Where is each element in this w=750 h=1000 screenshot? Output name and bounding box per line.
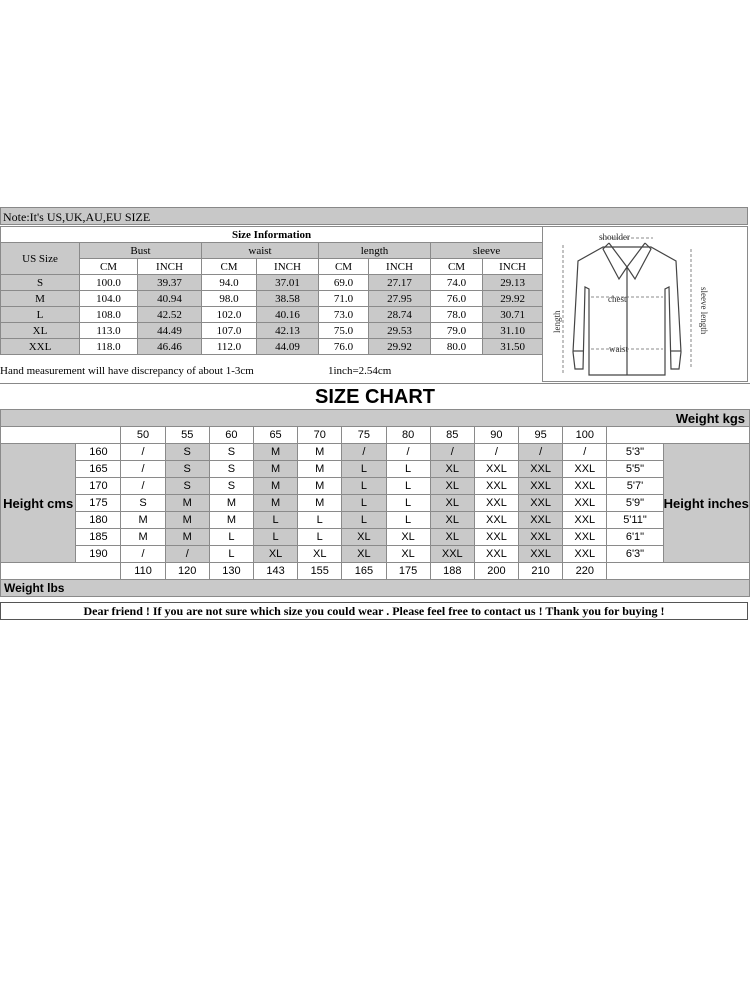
size-cell: XL	[386, 529, 430, 546]
weight-kg-value: 90	[474, 427, 518, 444]
size-info-title: Size Information	[1, 227, 543, 243]
weight-kgs-label: Weight kgs	[1, 410, 750, 427]
size-cell: XL	[430, 529, 474, 546]
size-cell: L	[253, 512, 297, 529]
size-label: L	[1, 307, 80, 323]
measurement-value: 112.0	[202, 339, 257, 355]
size-cell: XXL	[519, 512, 563, 529]
weight-kg-value: 70	[298, 427, 342, 444]
size-cell: M	[209, 512, 253, 529]
size-cell: XXL	[474, 495, 518, 512]
measurement-value: 30.71	[483, 307, 543, 323]
measurement-value: 38.58	[257, 291, 319, 307]
weight-lbs-value: 143	[253, 563, 297, 580]
weight-lbs-label: Weight lbs	[1, 580, 750, 597]
measurement-value: 29.92	[369, 339, 431, 355]
measurement-value: 71.0	[319, 291, 369, 307]
size-cell: S	[209, 478, 253, 495]
measurement-value: 102.0	[202, 307, 257, 323]
size-cell: XXL	[474, 512, 518, 529]
size-cell: /	[121, 461, 165, 478]
size-chart-row	[1, 512, 750, 529]
unit-cm: CM	[80, 259, 138, 275]
size-chart-row	[1, 495, 750, 512]
size-cell: M	[165, 512, 209, 529]
size-cell: /	[563, 444, 607, 461]
weight-kg-value: 50	[121, 427, 165, 444]
size-cell: XXL	[474, 546, 518, 563]
size-cell: M	[298, 478, 342, 495]
unit-inch: INCH	[257, 259, 319, 275]
weight-lbs-value: 210	[519, 563, 563, 580]
chest-label: chest	[608, 294, 627, 304]
height-cm-value: 185	[76, 529, 121, 546]
size-cell: M	[165, 529, 209, 546]
measurement-value: 79.0	[431, 323, 483, 339]
size-cell: L	[342, 461, 386, 478]
size-label: M	[1, 291, 80, 307]
measurement-value: 44.49	[138, 323, 202, 339]
measurement-value: 104.0	[80, 291, 138, 307]
size-cell: S	[209, 444, 253, 461]
height-inches-label: Height inches	[663, 444, 749, 563]
measurement-value: 94.0	[202, 275, 257, 291]
size-cell: M	[298, 461, 342, 478]
size-cell: M	[253, 478, 297, 495]
size-cell: L	[298, 529, 342, 546]
unit-inch: INCH	[483, 259, 543, 275]
measurement-group-length: length	[319, 243, 431, 259]
size-chart-row	[1, 444, 750, 461]
weight-lbs-value: 220	[563, 563, 607, 580]
size-cell: M	[253, 461, 297, 478]
height-cms-label: Height cms	[1, 444, 76, 563]
measurement-value: 40.94	[138, 291, 202, 307]
corner-cell	[607, 427, 750, 444]
size-cell: XXL	[519, 495, 563, 512]
size-cell: S	[165, 461, 209, 478]
weight-kgs-row	[1, 427, 750, 444]
weight-lbs-value: 165	[342, 563, 386, 580]
weight-lbs-value: 200	[474, 563, 518, 580]
measurement-value: 75.0	[319, 323, 369, 339]
size-cell: XXL	[519, 478, 563, 495]
measurement-group-bust: Bust	[80, 243, 202, 259]
size-cell: M	[165, 495, 209, 512]
size-cell: /	[342, 444, 386, 461]
size-cell: XXL	[474, 461, 518, 478]
measurement-value: 28.74	[369, 307, 431, 323]
measurement-value: 29.13	[483, 275, 543, 291]
measurement-value: 31.10	[483, 323, 543, 339]
discrepancy-note	[0, 362, 542, 380]
size-cell: M	[253, 444, 297, 461]
size-chart-row	[1, 546, 750, 563]
size-chart-table	[0, 409, 750, 597]
size-row	[1, 291, 543, 307]
us-size-header: US Size	[1, 243, 80, 275]
weight-lbs-row	[1, 563, 750, 580]
height-inch-value: 5'5"	[607, 461, 663, 478]
size-cell: L	[342, 512, 386, 529]
size-chart-title: SIZE CHART	[0, 383, 750, 410]
size-cell: M	[253, 495, 297, 512]
corner-cell	[607, 563, 750, 580]
size-cell: XL	[430, 512, 474, 529]
measurement-value: 98.0	[202, 291, 257, 307]
size-cell: XXL	[474, 529, 518, 546]
height-inch-value: 5'3"	[607, 444, 663, 461]
size-cell: /	[386, 444, 430, 461]
height-inch-value: 5'11"	[607, 512, 663, 529]
measurement-value: 73.0	[319, 307, 369, 323]
measurement-value: 69.0	[319, 275, 369, 291]
size-cell: M	[121, 529, 165, 546]
size-row	[1, 307, 543, 323]
weight-kg-value: 75	[342, 427, 386, 444]
size-cell: XXL	[474, 478, 518, 495]
shirt-diagram	[542, 226, 748, 382]
size-cell: S	[209, 461, 253, 478]
measurement-value: 42.13	[257, 323, 319, 339]
measurement-value: 76.0	[319, 339, 369, 355]
height-cm-value: 170	[76, 478, 121, 495]
discrepancy-text: Hand measurement will have discrepancy of about 1-3cm	[0, 365, 254, 377]
size-cell: /	[430, 444, 474, 461]
measurement-value: 108.0	[80, 307, 138, 323]
size-cell: S	[121, 495, 165, 512]
height-cm-value: 160	[76, 444, 121, 461]
height-inch-value: 6'1"	[607, 529, 663, 546]
size-cell: M	[121, 512, 165, 529]
weight-kg-value: 80	[386, 427, 430, 444]
measurement-value: 113.0	[80, 323, 138, 339]
measurement-value: 100.0	[80, 275, 138, 291]
measurement-group-waist: waist	[202, 243, 319, 259]
shoulder-label: shoulder	[599, 232, 630, 242]
measurement-value: 39.37	[138, 275, 202, 291]
height-inch-value: 5'9"	[607, 495, 663, 512]
size-cell: XXL	[563, 512, 607, 529]
measurement-value: 29.53	[369, 323, 431, 339]
size-cell: /	[474, 444, 518, 461]
waist-label: waist	[609, 344, 628, 354]
measurement-value: 27.95	[369, 291, 431, 307]
measurement-value: 31.50	[483, 339, 543, 355]
height-cm-value: 190	[76, 546, 121, 563]
size-cell: L	[386, 495, 430, 512]
weight-lbs-value: 155	[298, 563, 342, 580]
size-information-section	[0, 207, 750, 382]
size-cell: XL	[386, 546, 430, 563]
size-cell: L	[209, 529, 253, 546]
size-cell: XXL	[519, 529, 563, 546]
measurement-value: 27.17	[369, 275, 431, 291]
weight-kg-value: 55	[165, 427, 209, 444]
weight-lbs-value: 188	[430, 563, 474, 580]
measurement-value: 80.0	[431, 339, 483, 355]
height-inch-value: 5'7'	[607, 478, 663, 495]
size-cell: XXL	[519, 461, 563, 478]
size-row	[1, 339, 543, 355]
size-label: XL	[1, 323, 80, 339]
weight-lbs-value: 110	[121, 563, 165, 580]
weight-kg-value: 60	[209, 427, 253, 444]
unit-cm: CM	[431, 259, 483, 275]
size-cell: XXL	[430, 546, 474, 563]
shirt-drawing	[543, 227, 747, 381]
size-information-table	[0, 226, 543, 355]
size-cell: L	[342, 478, 386, 495]
measurement-value: 74.0	[431, 275, 483, 291]
weight-kg-value: 85	[430, 427, 474, 444]
size-cell: XXL	[563, 461, 607, 478]
height-inch-value: 6'3"	[607, 546, 663, 563]
size-cell: M	[209, 495, 253, 512]
height-cm-value: 165	[76, 461, 121, 478]
size-cell: S	[165, 444, 209, 461]
size-cell: XL	[430, 495, 474, 512]
size-cell: /	[121, 444, 165, 461]
size-cell: L	[386, 478, 430, 495]
size-chart-row	[1, 478, 750, 495]
size-cell: XXL	[563, 546, 607, 563]
size-cell: XL	[430, 461, 474, 478]
corner-cell	[1, 563, 121, 580]
size-cell: XL	[342, 529, 386, 546]
unit-cm: CM	[202, 259, 257, 275]
weight-kg-value: 95	[519, 427, 563, 444]
weight-lbs-value: 120	[165, 563, 209, 580]
size-cell: XXL	[563, 478, 607, 495]
measurement-value: 40.16	[257, 307, 319, 323]
measurement-group-sleeve: sleeve	[431, 243, 543, 259]
sleeve-length-label: sleeve length	[699, 287, 709, 335]
conversion-text: 1inch=2.54cm	[328, 365, 392, 377]
size-cell: /	[165, 546, 209, 563]
unit-header	[1, 259, 543, 275]
measurement-value: 78.0	[431, 307, 483, 323]
height-cm-value: 180	[76, 512, 121, 529]
size-label: S	[1, 275, 80, 291]
size-label: XXL	[1, 339, 80, 355]
size-chart-row	[1, 529, 750, 546]
measurement-value: 44.09	[257, 339, 319, 355]
size-cell: L	[342, 495, 386, 512]
size-cell: XXL	[563, 495, 607, 512]
size-cell: L	[209, 546, 253, 563]
size-note: Note:It's US,UK,AU,EU SIZE	[0, 207, 748, 225]
size-cell: XL	[430, 478, 474, 495]
size-cell: XL	[342, 546, 386, 563]
weight-kg-value: 65	[253, 427, 297, 444]
size-row	[1, 275, 543, 291]
weight-lbs-value: 130	[209, 563, 253, 580]
length-label: length	[552, 310, 562, 333]
size-cell: /	[121, 546, 165, 563]
size-cell: L	[253, 529, 297, 546]
height-cm-value: 175	[76, 495, 121, 512]
size-cell: M	[298, 444, 342, 461]
size-cell: XL	[298, 546, 342, 563]
size-cell: M	[298, 495, 342, 512]
measurement-value: 76.0	[431, 291, 483, 307]
unit-cm: CM	[319, 259, 369, 275]
size-row	[1, 323, 543, 339]
size-cell: L	[386, 512, 430, 529]
measurement-value: 107.0	[202, 323, 257, 339]
measurement-value: 37.01	[257, 275, 319, 291]
size-cell: XXL	[519, 546, 563, 563]
size-chart-row	[1, 461, 750, 478]
unit-inch: INCH	[138, 259, 202, 275]
corner-cell	[1, 427, 121, 444]
measurement-value: 46.46	[138, 339, 202, 355]
size-cell: L	[298, 512, 342, 529]
weight-kg-value: 100	[563, 427, 607, 444]
measurement-value: 29.92	[483, 291, 543, 307]
measurement-value: 118.0	[80, 339, 138, 355]
size-cell: S	[165, 478, 209, 495]
unit-inch: INCH	[369, 259, 431, 275]
measurement-group-header	[1, 243, 543, 259]
size-cell: XL	[253, 546, 297, 563]
size-cell: /	[519, 444, 563, 461]
size-cell: L	[386, 461, 430, 478]
weight-lbs-value: 175	[386, 563, 430, 580]
contact-footer: Dear friend ! If you are not sure which size you could wear . Please feel free to contact us ! Thank you for buying !	[0, 602, 748, 620]
size-cell: /	[121, 478, 165, 495]
size-cell: XXL	[563, 529, 607, 546]
measurement-value: 42.52	[138, 307, 202, 323]
